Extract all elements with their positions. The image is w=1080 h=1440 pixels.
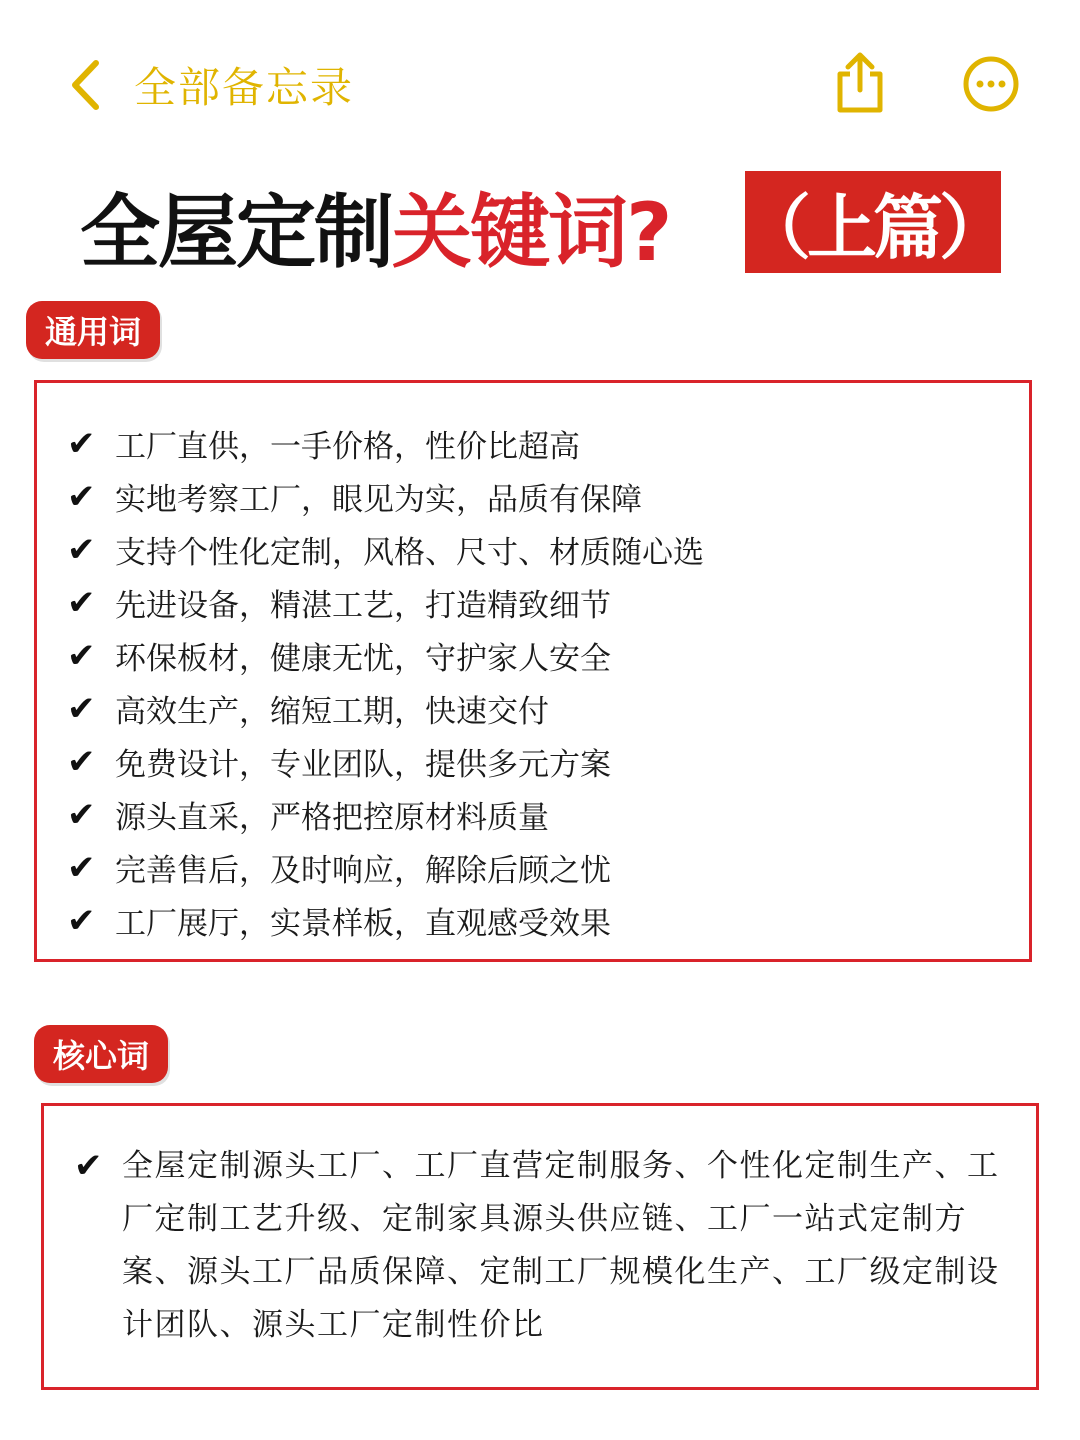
list-item [67, 470, 704, 523]
list-item [67, 894, 704, 947]
title-badge: （上篇） [745, 171, 1001, 273]
general-words-box [34, 380, 1032, 962]
list-item [67, 576, 704, 629]
check-icon: ✔ [67, 847, 96, 888]
section-tag-general: 通用词 [26, 301, 160, 359]
list-item-text: 工厂直供，一手价格，性价比超高 [115, 429, 580, 465]
check-icon: ✔ [67, 900, 96, 941]
title-red-part: 关键词? [392, 185, 671, 279]
check-icon: ✔ [67, 423, 96, 464]
list-item-text: 完善售后，及时响应，解除后顾之忧 [115, 853, 611, 889]
list-item [67, 682, 704, 735]
list-item-text: 先进设备，精湛工艺，打造精致细节 [115, 588, 611, 624]
list-item [67, 735, 704, 788]
nav-bar [0, 40, 1080, 130]
list-item-text: 源头直采，严格把控原材料质量 [115, 800, 549, 836]
list-item [67, 629, 704, 682]
core-words-box [41, 1103, 1039, 1390]
check-icon: ✔ [67, 741, 96, 782]
back-button[interactable] [70, 52, 354, 118]
list-item-text: 环保板材，健康无忧，守护家人安全 [115, 641, 611, 677]
list-item-text: 支持个性化定制，风格、尺寸、材质随心选 [115, 535, 704, 571]
list-item [67, 417, 704, 470]
share-icon [832, 50, 888, 116]
chevron-left-icon [70, 59, 100, 111]
title-black-part: 全屋定制 [80, 185, 392, 279]
list-item-text: 工厂展厅，实景样板，直观感受效果 [115, 906, 611, 942]
check-icon: ✔ [67, 582, 96, 623]
share-button[interactable] [832, 50, 888, 120]
core-words-text: 全屋定制源头工厂、工厂直营定制服务、个性化定制生产、工厂定制工艺升级、定制家具源头供应链、工厂一站式定制方案、源头工厂品质保障、定制工厂规模化生产、工厂级定制设计团队、源头工厂定制性价比 [122, 1148, 1000, 1343]
more-button[interactable] [960, 50, 1022, 120]
check-icon: ✔ [67, 635, 96, 676]
check-icon: ✔ [67, 529, 96, 570]
core-words-item [74, 1140, 1004, 1352]
page-title [80, 175, 671, 279]
list-item [67, 788, 704, 841]
check-icon: ✔ [67, 476, 96, 517]
check-icon: ✔ [67, 794, 96, 835]
check-icon: ✔ [67, 688, 96, 729]
section-tag-core: 核心词 [34, 1025, 168, 1083]
more-icon [960, 50, 1022, 116]
list-item [67, 841, 704, 894]
back-label: 全部备忘录 [134, 63, 355, 112]
list-item-text: 免费设计，专业团队，提供多元方案 [115, 747, 611, 783]
check-icon: ✔ [74, 1146, 103, 1186]
list-item-text: 高效生产，缩短工期，快速交付 [115, 694, 549, 730]
list-item-text: 实地考察工厂，眼见为实，品质有保障 [115, 482, 642, 518]
list-item [67, 523, 704, 576]
general-words-list [67, 417, 704, 947]
